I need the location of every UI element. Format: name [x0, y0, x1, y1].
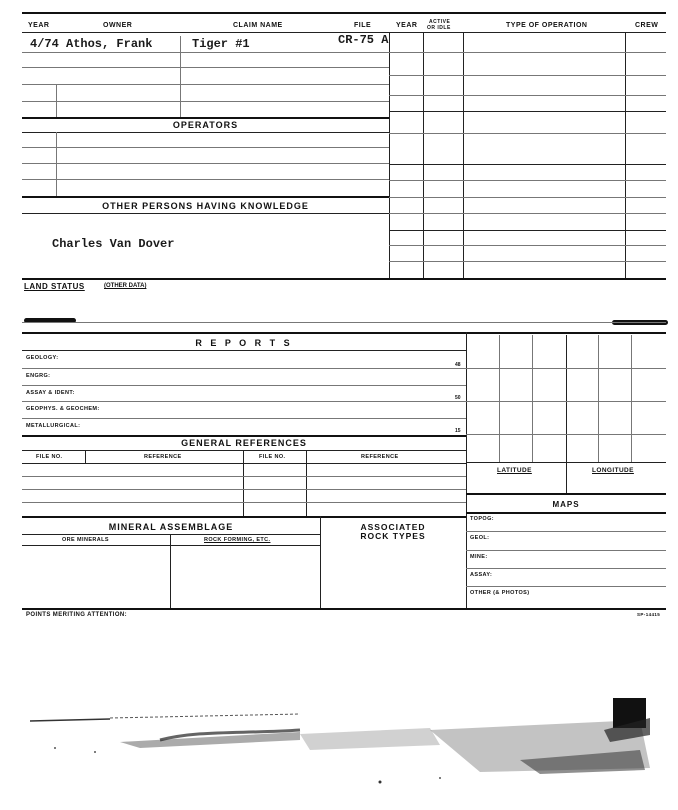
coord-grid-line — [499, 335, 500, 462]
maps-header-line — [466, 512, 666, 514]
associated-rock-types-title-1: ASSOCIATED — [360, 522, 426, 532]
ref-row-line — [22, 463, 466, 464]
claim-col-divider — [180, 36, 181, 118]
coord-grid-line — [466, 401, 666, 402]
scan-noise-strip — [0, 690, 678, 790]
report-num-assay: 50 — [455, 395, 461, 401]
col-header-active: ACTIVE — [429, 19, 451, 25]
type-row-line — [389, 95, 666, 96]
mineral-header-line — [22, 534, 320, 535]
general-references-title: GENERAL REFERENCES — [181, 438, 307, 448]
maps-row-mine: MINE: — [470, 554, 488, 560]
maps-row-line — [466, 586, 666, 587]
ref-header-reference-1: REFERENCE — [144, 454, 182, 460]
crew-col-divider — [625, 32, 626, 278]
latitude-label: LATITUDE — [497, 467, 532, 474]
land-status-subtitle: (OTHER DATA) — [104, 283, 147, 289]
col-header-year: YEAR — [28, 22, 50, 29]
coord-grid-line — [598, 335, 599, 462]
col-header-claim-name: CLAIM NAME — [233, 22, 283, 29]
operators-row-line — [22, 163, 389, 164]
type-row-line — [389, 111, 666, 112]
col-header-type-of-operation: TYPE OF OPERATION — [506, 22, 588, 29]
entry-year-owner: 4/74 Athos, Frank — [30, 37, 153, 51]
ref-row-line — [22, 476, 466, 477]
type-col-divider — [463, 32, 464, 278]
maps-row-other: OTHER (& PHOTOS) — [470, 590, 530, 596]
mineral-assemblage-title: MINERAL ASSEMBLAGE — [108, 522, 234, 532]
type-row-line — [389, 230, 666, 231]
report-label-metallurgical: METALLURGICAL: — [26, 423, 81, 429]
reports-right-divider — [466, 332, 467, 608]
reports-header-line — [22, 350, 466, 351]
type-row-line — [389, 245, 666, 246]
report-label-engrg: ENGRG: — [26, 373, 51, 379]
operators-title: OPERATORS — [172, 120, 239, 130]
coord-grid-line — [466, 368, 666, 369]
other-person-name: Charles Van Dover — [52, 237, 175, 251]
operators-row-line — [22, 179, 389, 180]
ref-col-divider — [85, 450, 86, 464]
other-persons-line — [22, 213, 389, 214]
entry-claim-name: Tiger #1 — [192, 37, 250, 51]
mineral-subheader-line — [22, 545, 320, 546]
form-number: SP-14415 — [637, 612, 661, 617]
type-row-line — [389, 52, 666, 53]
col-header-file: FILE — [354, 22, 372, 29]
ref-header-file-no-1: FILE NO. — [36, 454, 63, 460]
col-header-owner: OWNER — [103, 22, 133, 29]
ref-col-divider — [306, 450, 307, 516]
points-meriting-attention: POINTS MERITING ATTENTION: — [26, 612, 128, 618]
col-header-or-idle: OR IDLE — [427, 25, 451, 31]
land-status-line — [22, 322, 666, 323]
col-header-year-2: YEAR — [396, 22, 418, 29]
general-references-top-line — [22, 435, 466, 437]
type-row-line — [389, 75, 666, 76]
ref-header-file-no-2: FILE NO. — [259, 454, 286, 460]
coord-grid-line — [566, 335, 567, 493]
maps-row-line — [466, 550, 666, 551]
maps-title: MAPS — [552, 500, 580, 509]
report-label-geology: GEOLOGY: — [26, 355, 59, 361]
bottom-section-line — [22, 608, 666, 610]
maps-row-line — [466, 531, 666, 532]
coord-grid-line — [466, 462, 666, 463]
type-row-line — [389, 213, 666, 214]
other-persons-title: OTHER PERSONS HAVING KNOWLEDGE — [102, 201, 309, 211]
report-row-line — [22, 385, 466, 386]
operators-top-line — [22, 117, 389, 119]
type-row-line — [389, 261, 666, 262]
reports-top-line — [22, 332, 666, 334]
other-persons-top-line — [22, 196, 389, 198]
associated-rock-types-title-2: ROCK TYPES — [360, 531, 426, 541]
col-header-crew: CREW — [635, 22, 659, 29]
owner-row-line — [22, 52, 389, 53]
type-row-line — [389, 197, 666, 198]
maps-row-assay: ASSAY: — [470, 572, 493, 578]
maps-row-geol: GEOL: — [470, 535, 490, 541]
mineral-top-line — [22, 516, 466, 518]
coord-grid-line — [532, 335, 533, 462]
ref-row-line — [22, 502, 466, 503]
land-status-title: LAND STATUS — [24, 282, 85, 291]
operators-row-line — [22, 147, 389, 148]
owner-row-line — [22, 101, 389, 102]
report-label-geophys: GEOPHYS. & GEOCHEM: — [26, 406, 100, 412]
ref-row-line — [22, 489, 466, 490]
maps-top-line — [466, 493, 666, 495]
owner-row-line — [22, 84, 389, 85]
ore-minerals-header: ORE MINERALS — [62, 537, 109, 543]
ref-col-divider — [243, 450, 244, 516]
coord-grid-line — [466, 434, 666, 435]
ref-header-reference-2: REFERENCE — [361, 454, 399, 460]
report-num-metallurgical: 15 — [455, 428, 461, 434]
maps-row-topog: TOPOG: — [470, 516, 494, 522]
entry-file: CR-75 A — [338, 33, 389, 47]
operators-row-line — [22, 132, 389, 133]
mineral-col-divider — [320, 516, 321, 608]
rock-forming-header: ROCK FORMING, ETC. — [204, 537, 271, 543]
land-status-top-line — [22, 278, 666, 280]
longitude-label: LONGITUDE — [592, 467, 634, 474]
report-label-assay: ASSAY & IDENT: — [26, 390, 75, 396]
references-header-line — [22, 450, 466, 451]
reports-title: R E P O R T S — [195, 338, 293, 348]
report-row-line — [22, 401, 466, 402]
type-row-line — [389, 180, 666, 181]
type-row-line — [389, 164, 666, 165]
operators-col-divider — [56, 132, 57, 196]
active-col-divider — [423, 32, 424, 278]
type-row-line — [389, 133, 666, 134]
coord-grid-line — [631, 335, 632, 462]
report-row-line — [22, 418, 466, 419]
top-border — [22, 12, 666, 14]
report-row-line — [22, 368, 466, 369]
maps-row-line — [466, 568, 666, 569]
owner-row-line — [22, 67, 389, 68]
report-num-geology: 48 — [455, 362, 461, 368]
right-block-divider — [389, 32, 390, 278]
